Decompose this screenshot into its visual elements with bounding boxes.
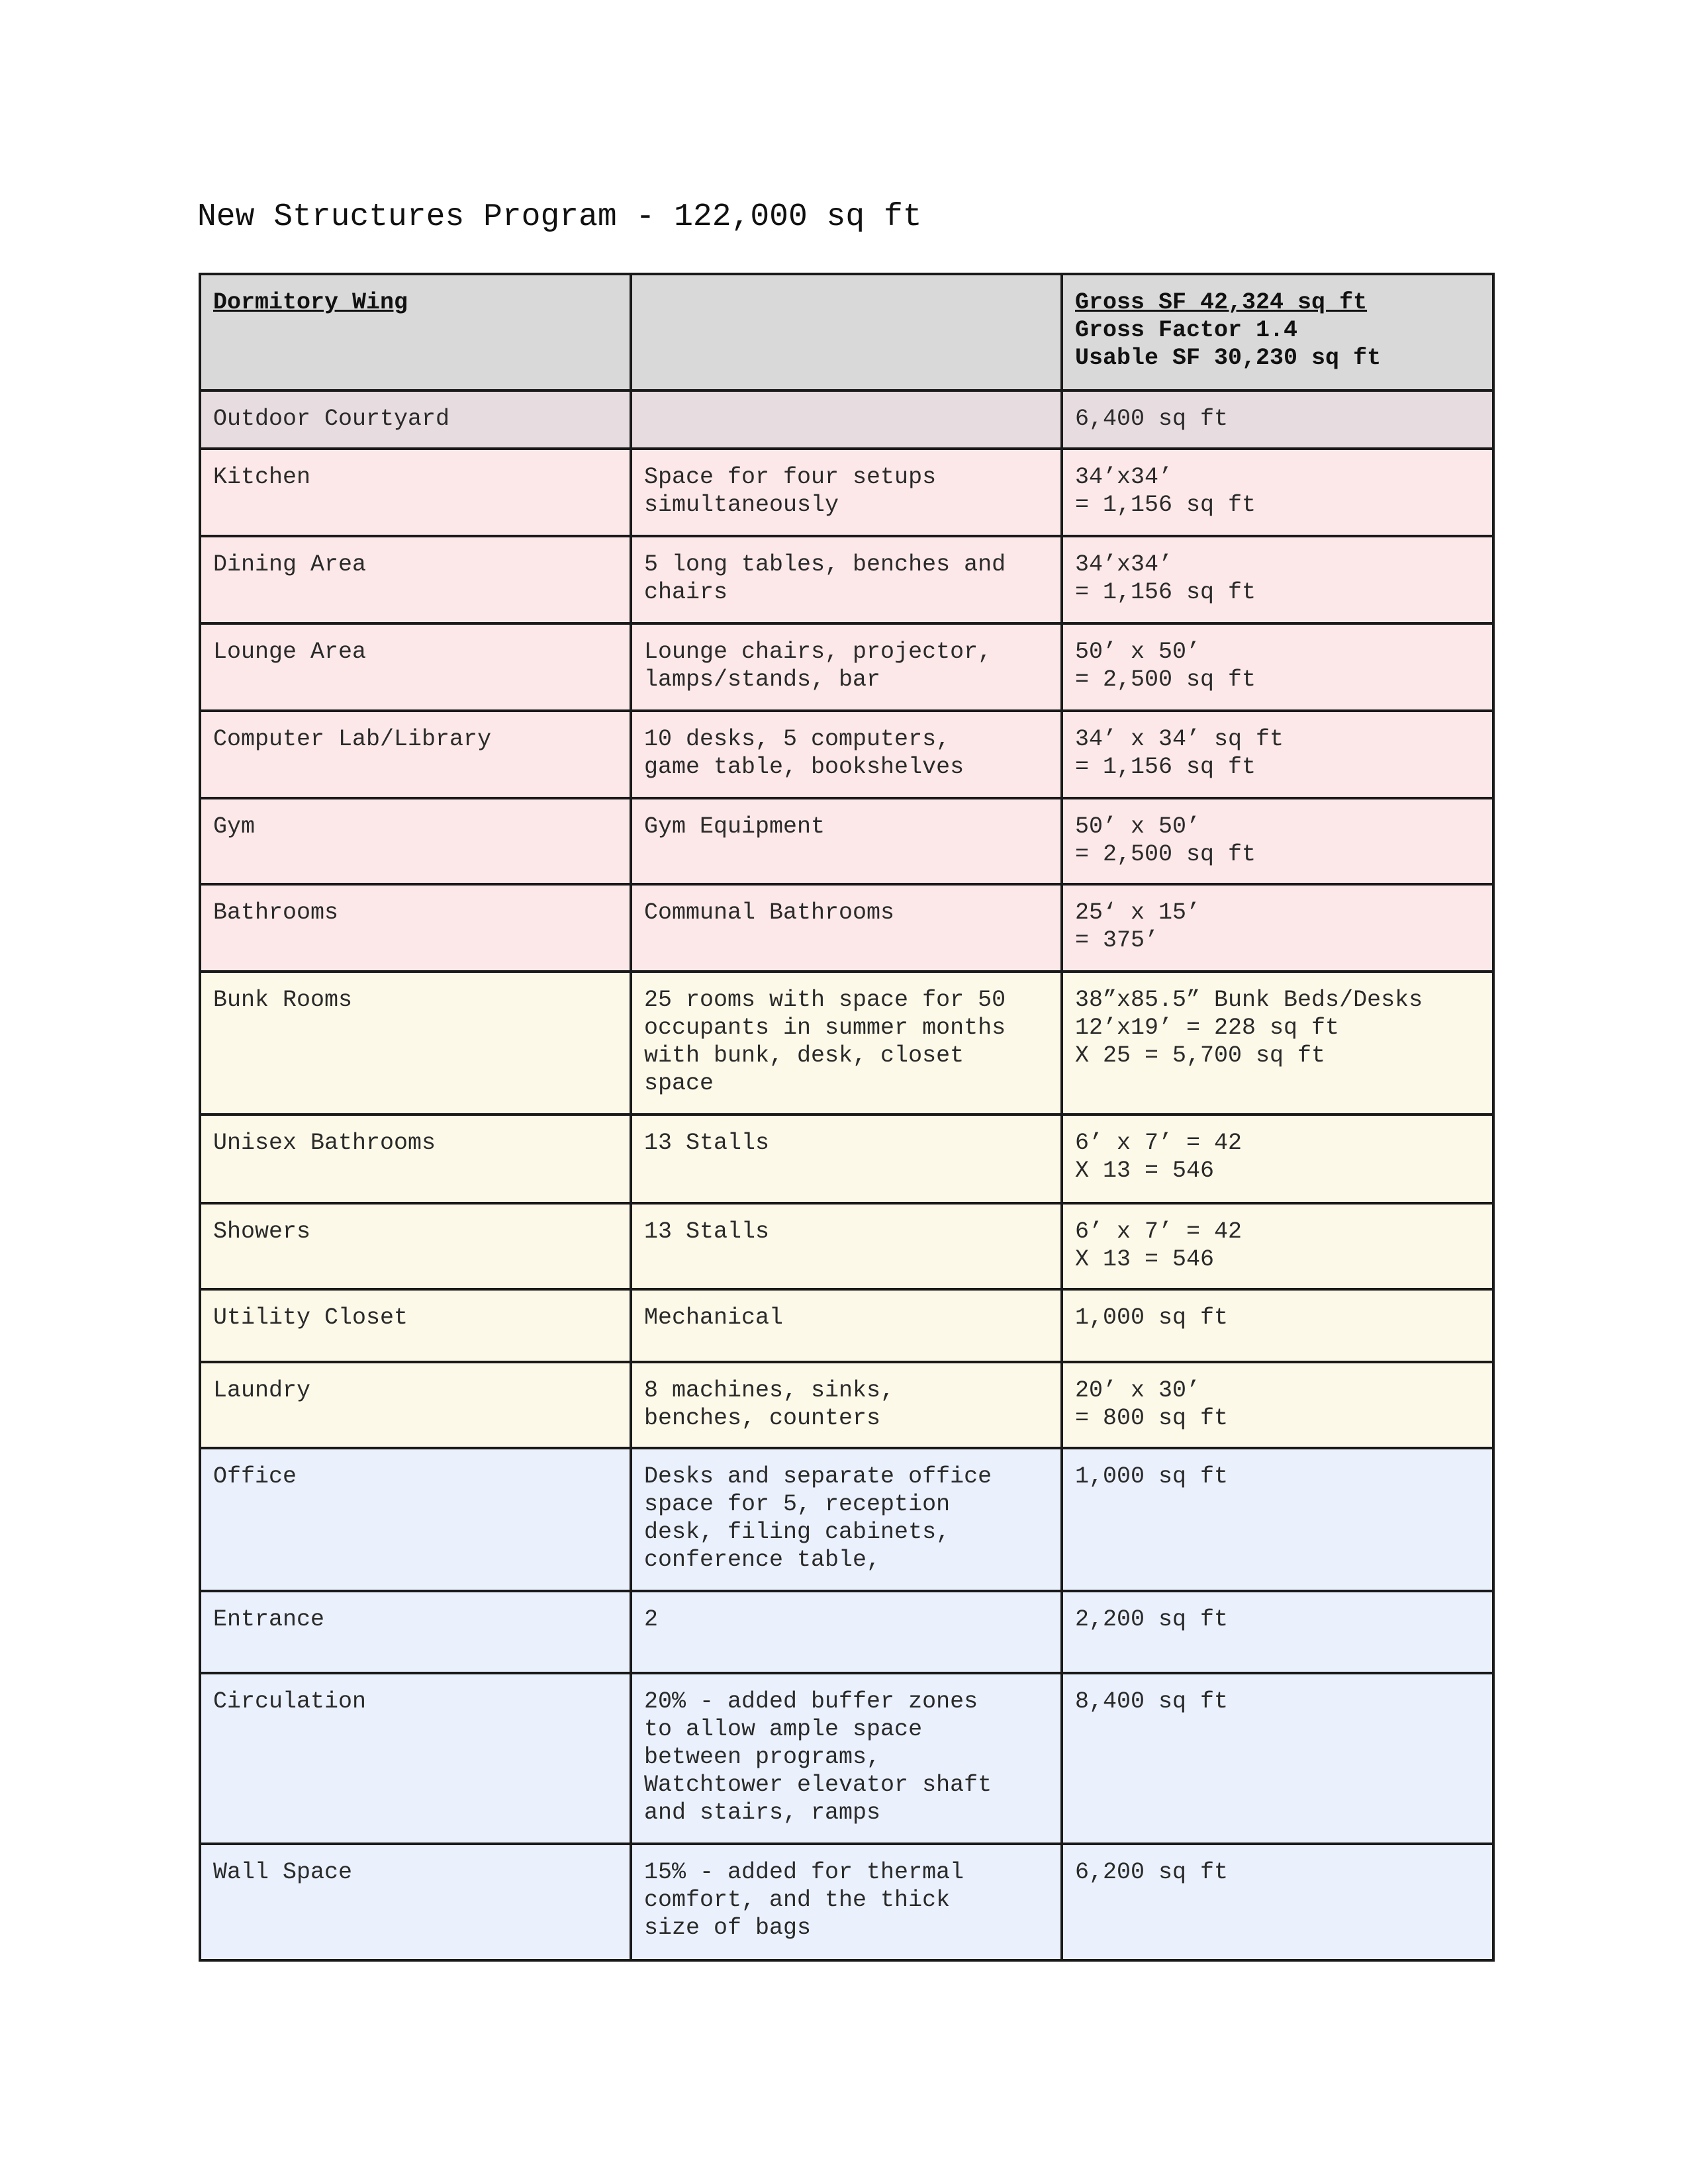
space-size: 8,400 sq ft [1062, 1673, 1493, 1844]
page-title: New Structures Program - 122,000 sq ft [197, 199, 922, 235]
header-blank-cell [631, 274, 1062, 390]
space-description: Gym Equipment [631, 798, 1062, 884]
space-name: Outdoor Courtyard [200, 390, 631, 449]
space-size: 2,200 sq ft [1062, 1591, 1493, 1673]
space-description: Communal Bathrooms [631, 884, 1062, 972]
space-name: Gym [200, 798, 631, 884]
header-summary-cell [1062, 274, 1493, 390]
space-description: 13 Stalls [631, 1203, 1062, 1289]
table-row [200, 884, 1493, 972]
space-description: 20% - added buffer zones to allow ample space between programs, Watchtower elevator shaft and stairs, ramps [631, 1673, 1062, 1844]
table-row [200, 798, 1493, 884]
table-row [200, 1289, 1493, 1362]
space-description: 25 rooms with space for 50 occupants in summer months with bunk, desk, closet space [631, 972, 1062, 1115]
table-row [200, 449, 1493, 536]
space-size: 38”x85.5” Bunk Beds/Desks 12’x19’ = 228 sq ft X 25 = 5,700 sq ft [1062, 972, 1493, 1115]
table-row [200, 1203, 1493, 1289]
table-header-row [200, 274, 1493, 390]
space-description: 15% - added for thermal comfort, and the thick size of bags [631, 1844, 1062, 1960]
table-row [200, 711, 1493, 798]
space-name: Utility Closet [200, 1289, 631, 1362]
space-name: Showers [200, 1203, 631, 1289]
table-row [200, 623, 1493, 711]
space-size: 34’x34’ = 1,156 sq ft [1062, 536, 1493, 623]
space-description: 2 [631, 1591, 1062, 1673]
space-size: 50’ x 50’ = 2,500 sq ft [1062, 623, 1493, 711]
space-name: Unisex Bathrooms [200, 1115, 631, 1203]
space-size: 25‘ x 15’ = 375’ [1062, 884, 1493, 972]
space-description: Space for four setups simultaneously [631, 449, 1062, 536]
space-name: Computer Lab/Library [200, 711, 631, 798]
space-description: 8 machines, sinks, benches, counters [631, 1362, 1062, 1448]
space-size: 6’ x 7’ = 42 X 13 = 546 [1062, 1203, 1493, 1289]
space-description: 10 desks, 5 computers, game table, bookshelves [631, 711, 1062, 798]
space-description: 13 Stalls [631, 1115, 1062, 1203]
space-name: Dining Area [200, 536, 631, 623]
usable-sf: Usable SF 30,230 sq ft [1075, 345, 1382, 371]
space-name: Wall Space [200, 1844, 631, 1960]
space-description: Desks and separate office space for 5, reception desk, filing cabinets, conference table, [631, 1448, 1062, 1591]
table-row [200, 1591, 1493, 1673]
space-name: Entrance [200, 1591, 631, 1673]
space-size: 1,000 sq ft [1062, 1448, 1493, 1591]
space-description: 5 long tables, benches and chairs [631, 536, 1062, 623]
section-title: Dormitory Wing [213, 289, 408, 316]
space-size: 1,000 sq ft [1062, 1289, 1493, 1362]
gross-factor: Gross Factor 1.4 [1075, 317, 1298, 343]
space-name: Office [200, 1448, 631, 1591]
space-name: Bunk Rooms [200, 972, 631, 1115]
space-name: Kitchen [200, 449, 631, 536]
space-name: Circulation [200, 1673, 631, 1844]
space-description [631, 390, 1062, 449]
space-description: Lounge chairs, projector, lamps/stands, bar [631, 623, 1062, 711]
space-name: Lounge Area [200, 623, 631, 711]
space-name: Laundry [200, 1362, 631, 1448]
space-size: 34’ x 34’ sq ft = 1,156 sq ft [1062, 711, 1493, 798]
space-size: 20’ x 30’ = 800 sq ft [1062, 1362, 1493, 1448]
gross-sf: Gross SF 42,324 sq ft [1075, 289, 1368, 316]
table-row [200, 1673, 1493, 1844]
space-size: 6,200 sq ft [1062, 1844, 1493, 1960]
table-row [200, 536, 1493, 623]
table-row [200, 972, 1493, 1115]
table-row [200, 1362, 1493, 1448]
space-size: 50’ x 50’ = 2,500 sq ft [1062, 798, 1493, 884]
table-row [200, 1115, 1493, 1203]
space-name: Bathrooms [200, 884, 631, 972]
table-row [200, 1448, 1493, 1591]
space-size: 6’ x 7’ = 42 X 13 = 546 [1062, 1115, 1493, 1203]
space-description: Mechanical [631, 1289, 1062, 1362]
section-title-cell [200, 274, 631, 390]
table-row [200, 390, 1493, 449]
space-size: 34’x34’ = 1,156 sq ft [1062, 449, 1493, 536]
program-table [199, 273, 1495, 1962]
table-row [200, 1844, 1493, 1960]
space-size: 6,400 sq ft [1062, 390, 1493, 449]
